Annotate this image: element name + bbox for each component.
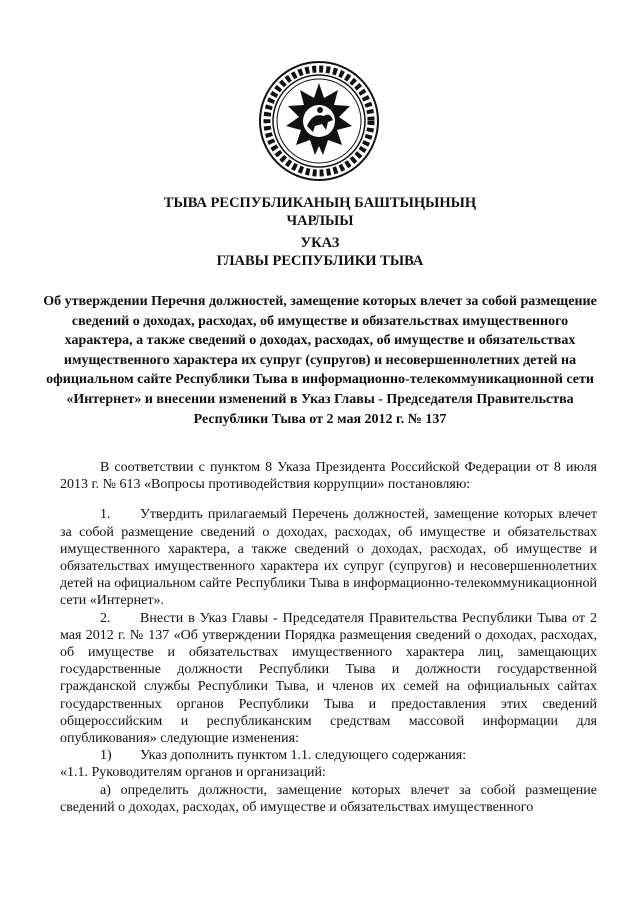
item-text: Указ дополнить пунктом 1.1. следующего содержания: (140, 748, 467, 764)
header-line-1: ТЫВА РЕСПУБЛИКАНЫҢ БАШТЫҢЫНЫҢ (163, 195, 477, 211)
list-item (60, 610, 597, 748)
item-number: 1. (100, 507, 111, 523)
subpoint-a: а) определить должности, замещение которых влечет за собой размещение сведений о доходах, расходах, об имуществе и обязательствах имущественного (60, 782, 597, 815)
issuer-label: ГЛАВЫ РЕСПУБЛИКИ ТЫВА (216, 253, 424, 269)
document-title: Об утверждении Перечня должностей, замещение которых влечет за собой размещение сведений о доходах, расходах, об имуществе и обязательствах имущественного характера, а также сведений о доходах, расходах, об имуществе и обязательствах имущественного характера их супруг (супругов) и несовершеннолетних детей на официальном сайте Республики Тыва в информационно-телекоммуникационной сети «Интернет» и внесении изменений в Указ Главы - Председателя Правительства Республики Тыва от 2 мая 2012 г. № 137 (43, 294, 597, 427)
list-item (60, 506, 597, 609)
item-number: 1) (100, 748, 112, 764)
tuva-emblem-icon (258, 60, 380, 182)
header-line-2: ЧАРЛЫЫ (286, 213, 354, 229)
document-body (60, 459, 597, 816)
item-number: 2. (100, 610, 111, 626)
subpoint-title: «1.1. Руководителям органов и организаций: (60, 765, 326, 781)
preamble-paragraph: В соответствии с пунктом 8 Указа Президента Российской Федерации от 8 июля 2013 г. № 613 «Вопросы противодействия коррупции» постановляю: (60, 460, 597, 493)
item-text: Внести в Указ Главы - Председателя Правительства Республики Тыва от 2 мая 2012 г. № 137 «Об утверждении Порядка размещения сведений о доходах, расходах, об имуществе и обязательствах имущественного характера лиц, замещающих государственные должности Республики Тыва и должности государственной гражданской службы Республики Тыва, и членов их семей на официальных сайтах государственных органов Республики Тыва и предоставления этих сведений общероссийским и республиканским средствам массовой информации для опубликования» следующие изменения: (60, 610, 597, 747)
item-text: Утвердить прилагаемый Перечень должностей, замещение которых влечет за собой размещение сведений о доходах, расходах, об имуществе и обязательствах имущественного характера, а также сведений о доходах, расходах, об имуществе и обязательствах имущественного характера их супруг (супругов) и несовершеннолетних детей на официальном сайте Республики Тыва в информационно-телекоммуникационной сети «Интернет». (60, 507, 597, 609)
list-item (60, 747, 597, 764)
decree-label: УКАЗ (300, 235, 340, 251)
